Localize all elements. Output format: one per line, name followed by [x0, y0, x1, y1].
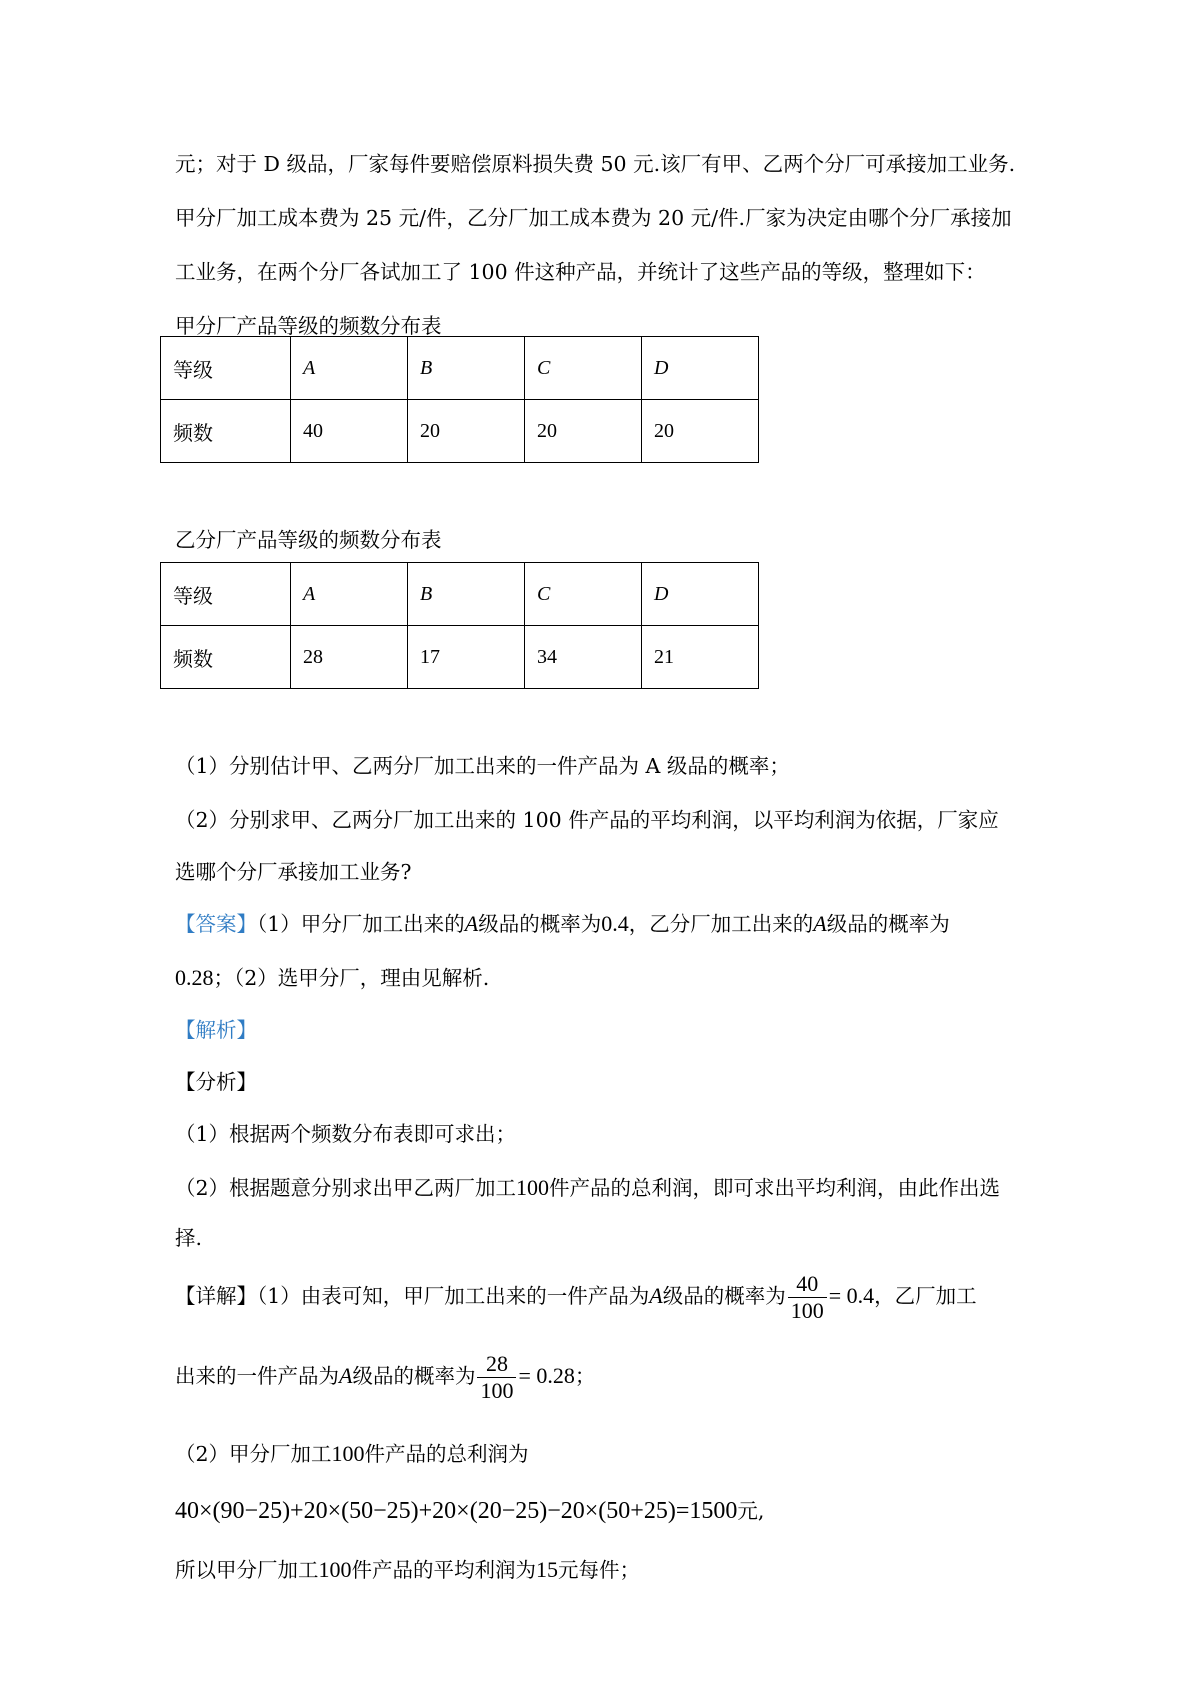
- analysis-tag: 【解析】: [175, 1018, 257, 1042]
- table2-grade-a: A: [291, 563, 408, 626]
- answer-text: 级品的概率为: [826, 912, 950, 936]
- detail-text: 级品的概率为: [352, 1364, 476, 1388]
- table2-grade-b: B: [408, 563, 525, 626]
- detail-text: 所以甲分厂加工: [175, 1558, 319, 1582]
- table1-count-c: 20: [525, 400, 642, 463]
- detail-equation: = 0.28: [518, 1363, 575, 1388]
- profit-formula-line: [175, 1497, 764, 1525]
- question-1: （1）分别估计甲、乙两分厂加工出来的一件产品为 A 级品的概率；: [175, 754, 790, 778]
- answer-line-2: [175, 964, 489, 992]
- fraction-denominator: 100: [480, 1378, 514, 1403]
- table2-count-c: 34: [525, 626, 642, 689]
- table1-count-a: 40: [291, 400, 408, 463]
- answer-tag: 【答案】: [175, 912, 257, 936]
- table2-count-row: [161, 626, 759, 689]
- fraction-numerator: 40: [788, 1271, 827, 1298]
- detail-text: 出来的一件产品为: [175, 1364, 339, 1388]
- fenxi-tag: 【分析】: [175, 1070, 257, 1094]
- question-2-line-1: （2）分别求甲、乙两分厂加工出来的 100 件产品的平均利润，以平均利润为依据，厂家应: [175, 808, 999, 832]
- detail-line-1: [175, 1266, 977, 1326]
- fraction-numerator: 28: [477, 1351, 516, 1378]
- table1-grade-b: B: [408, 337, 525, 400]
- answer-var: A: [813, 911, 827, 936]
- table2-caption: 乙分厂产品等级的频数分布表: [175, 528, 442, 552]
- detail-text: （2）甲分厂加工: [175, 1442, 332, 1466]
- table2-frequency: [160, 562, 759, 689]
- formula-unit: 元,: [737, 1499, 765, 1523]
- detail-text: 件产品的平均利润为: [351, 1558, 536, 1582]
- analysis-text: （2）根据题意分别求出甲乙两厂加工: [175, 1176, 517, 1200]
- answer-value: 0.28: [175, 965, 214, 990]
- analysis-line-3: 择.: [175, 1226, 203, 1250]
- detail-line-3: [175, 1440, 529, 1468]
- detail-number: 15: [536, 1557, 558, 1582]
- detail-var: A: [649, 1283, 663, 1308]
- detail-text: ；: [574, 1364, 596, 1388]
- question-2-line-2: 选哪个分厂承接加工业务?: [175, 860, 412, 884]
- analysis-line-2: [175, 1174, 1000, 1202]
- table1-count-row: [161, 400, 759, 463]
- table2-count-d: 21: [642, 626, 759, 689]
- analysis-number: 100: [516, 1175, 550, 1200]
- table1-row-label: 等级: [161, 337, 291, 400]
- detail-tag: 【详解】: [175, 1284, 257, 1308]
- detail-text: 级品的概率为: [662, 1284, 786, 1308]
- paragraph-line-2: 甲分厂加工成本费为 25 元/件，乙分厂加工成本费为 20 元/件.厂家为决定由哪个分厂承接加: [175, 206, 1012, 230]
- table1-grade-d: D: [642, 337, 759, 400]
- table1-grade-c: C: [525, 337, 642, 400]
- detail-var: A: [339, 1363, 353, 1388]
- table2-count-b: 17: [408, 626, 525, 689]
- paragraph-line-3: 工业务，在两个分厂各试加工了 100 件这种产品，并统计了这些产品的等级，整理如下：: [175, 260, 986, 284]
- table1-frequency: [160, 336, 759, 463]
- fraction-denominator: 100: [790, 1298, 824, 1323]
- detail-text: （1）由表可知，甲厂加工出来的一件产品为: [257, 1284, 650, 1308]
- answer-var: A: [464, 911, 479, 936]
- detail-text: 件产品的总利润为: [364, 1442, 529, 1466]
- table2-row-label: 等级: [161, 563, 291, 626]
- answer-text: ；（2）选甲分厂，理由见解析.: [213, 966, 490, 990]
- detail-text: 元每件；: [558, 1558, 640, 1582]
- table2-grade-row: [161, 563, 759, 626]
- answer-text: 级品的概率为: [478, 912, 602, 936]
- table1-grade-row: [161, 337, 759, 400]
- analysis-text: 件产品的总利润，即可求出平均利润，由此作出选: [549, 1176, 1001, 1200]
- table1-grade-a: A: [291, 337, 408, 400]
- fraction-28-100: [477, 1351, 516, 1404]
- detail-line-2: [175, 1346, 595, 1406]
- analysis-line-1: （1）根据两个频数分布表即可求出；: [175, 1122, 517, 1146]
- answer-line-1: [175, 910, 950, 938]
- fraction-40-100: [788, 1271, 827, 1324]
- detail-line-5: [175, 1556, 640, 1584]
- answer-text: （1）甲分厂加工出来的: [257, 912, 465, 936]
- detail-equation: = 0.4: [828, 1283, 875, 1308]
- table2-row-label: 频数: [161, 626, 291, 689]
- detail-number: 100: [318, 1557, 352, 1582]
- table2-grade-c: C: [525, 563, 642, 626]
- paragraph-line-1: 元；对于 D 级品，厂家每件要赔偿原料损失费 50 元.该厂有甲、乙两个分厂可承接加工业务.: [175, 152, 1016, 176]
- detail-number: 100: [331, 1441, 365, 1466]
- table2-grade-d: D: [642, 563, 759, 626]
- table1-caption: 甲分厂产品等级的频数分布表: [175, 314, 442, 338]
- profit-formula: 40×(90−25)+20×(50−25)+20×(20−25)−20×(50+25)=1500: [175, 1498, 738, 1524]
- table1-count-d: 20: [642, 400, 759, 463]
- table1-count-b: 20: [408, 400, 525, 463]
- answer-value: 0.4: [601, 911, 629, 936]
- detail-text: ，乙厂加工: [874, 1284, 977, 1308]
- table1-row-label: 频数: [161, 400, 291, 463]
- table2-count-a: 28: [291, 626, 408, 689]
- answer-text: ，乙分厂加工出来的: [628, 912, 814, 936]
